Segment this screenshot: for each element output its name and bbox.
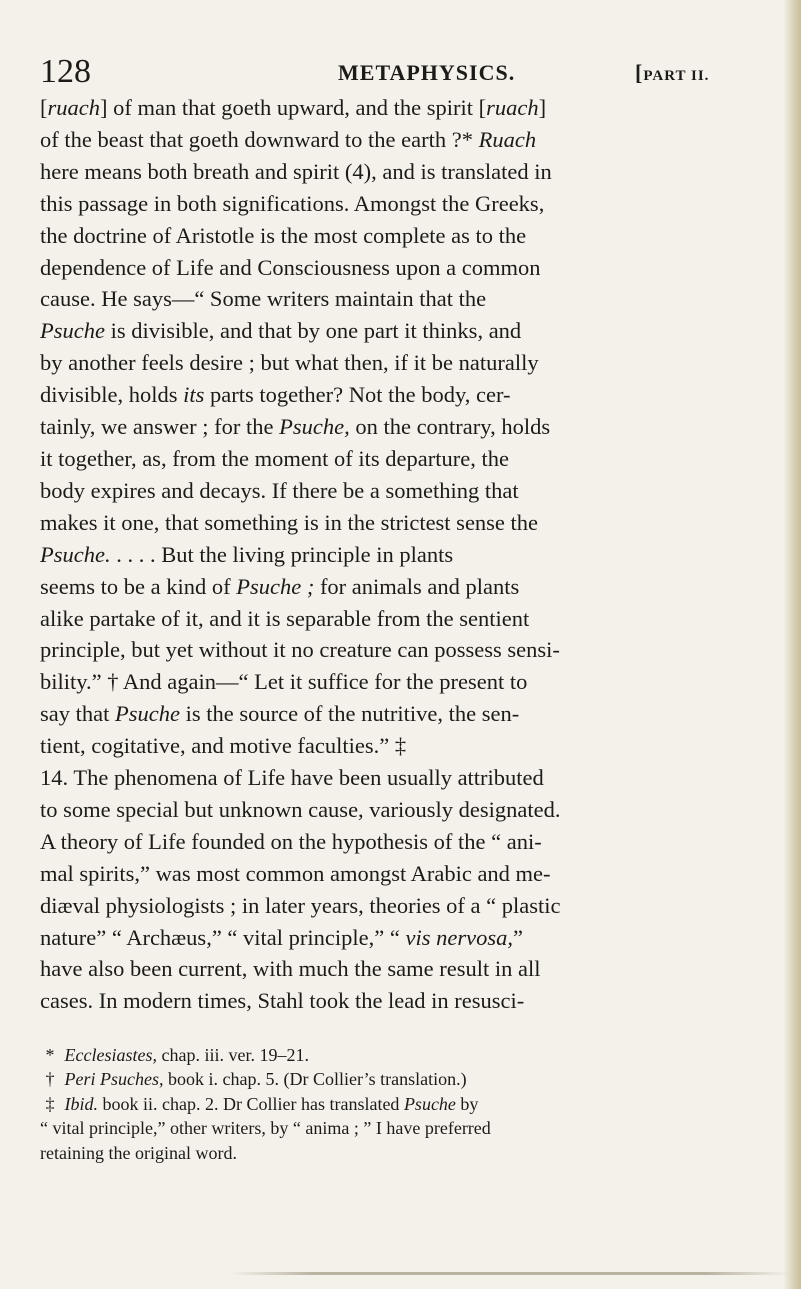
- text-line: principle, but yet without it no creature can possess sensi-: [40, 637, 560, 663]
- text-line: seems to be a kind of Psuche ; for animals and plants: [40, 573, 520, 599]
- text-line: [ruach] of man that goeth upward, and the spirit [ruach]: [40, 95, 547, 120]
- body-text: [40, 92, 756, 1017]
- bottom-edge-line: [230, 1272, 790, 1275]
- footnote-mark: †: [45, 1069, 55, 1090]
- text-line: of the beast that goeth downward to the earth ?* Ruach: [40, 126, 537, 152]
- footnote-mark: ‡: [45, 1093, 55, 1114]
- part-label: [635, 60, 709, 86]
- text-line: Psuche is divisible, and that by one part it thinks, and: [40, 318, 522, 344]
- text-line: bility.” † And again—“ Let it suffice for the present to: [40, 669, 528, 695]
- text-line: tainly, we answer ; for the Psuche, on the contrary, holds: [40, 414, 551, 440]
- running-title: METAPHYSICS.: [338, 60, 516, 85]
- text-line: cases. In modern times, Stahl took the lead in resusci-: [40, 988, 525, 1014]
- text-line: nature” “ Archæus,” “ vital principle,” “ vis nervosa,”: [40, 924, 523, 950]
- footnote-3: ‡ Ibid. book ii. chap. 2. Dr Collier has translated Psuche by: [40, 1092, 756, 1116]
- text-line: the doctrine of Aristotle is the most complete as to the: [40, 222, 527, 248]
- text-line: tient, cogitative, and motive faculties.” ‡: [40, 733, 407, 759]
- text-line: it together, as, from the moment of its departure, the: [40, 445, 509, 471]
- text-line: say that Psuche is the source of the nutritive, the sen-: [40, 701, 520, 727]
- footnote-1: * Ecclesiastes, chap. iii. ver. 19–21.: [40, 1043, 756, 1067]
- text-line: here means both breath and spirit (4), and is translated in: [40, 158, 552, 184]
- text-line: diæval physiologists ; in later years, theories of a “ plastic: [40, 892, 561, 918]
- text-line: divisible, holds its parts together? Not the body, cer-: [40, 382, 511, 408]
- footnote-2: † Peri Psuches, book i. chap. 5. (Dr Collier’s translation.): [40, 1067, 756, 1091]
- footnote-mark: *: [45, 1045, 55, 1065]
- text-line: mal spirits,” was most common amongst Arabic and me-: [40, 860, 551, 886]
- text-line: dependence of Life and Consciousness upon a common: [40, 254, 541, 280]
- footnote-3-continued: “ vital principle,” other writers, by “ anima ; ” I have preferred: [40, 1118, 491, 1139]
- footnote-3-continued: retaining the original word.: [40, 1142, 237, 1163]
- paragraph-start-line: 14. The phenomena of Life have been usually attributed: [40, 765, 544, 791]
- text-line: A theory of Life founded on the hypothesis of the “ ani-: [40, 828, 542, 854]
- text-line: to some special but unknown cause, variously designated.: [40, 796, 561, 822]
- text-line: makes it one, that something is in the strictest sense the: [40, 509, 539, 535]
- running-header: [40, 52, 760, 92]
- text-line: have also been current, with much the same result in all: [40, 956, 541, 982]
- part-label-text: PART II.: [643, 68, 710, 84]
- footnotes: [40, 1043, 756, 1165]
- text-line: alike partake of it, and it is separable from the sentient: [40, 605, 530, 631]
- part-label-bracket: [: [635, 60, 644, 85]
- text-line: this passage in both significations. Amongst the Greeks,: [40, 190, 545, 216]
- text-line: cause. He says—“ Some writers maintain that the: [40, 286, 487, 312]
- page-number: 128: [40, 53, 91, 90]
- text-line: by another feels desire ; but what then, if it be naturally: [40, 350, 539, 376]
- text-line: body expires and decays. If there be a something that: [40, 477, 519, 503]
- text-line: Psuche. . . . . But the living principle in plants: [40, 541, 454, 567]
- page-edge-shadow: [783, 0, 801, 1289]
